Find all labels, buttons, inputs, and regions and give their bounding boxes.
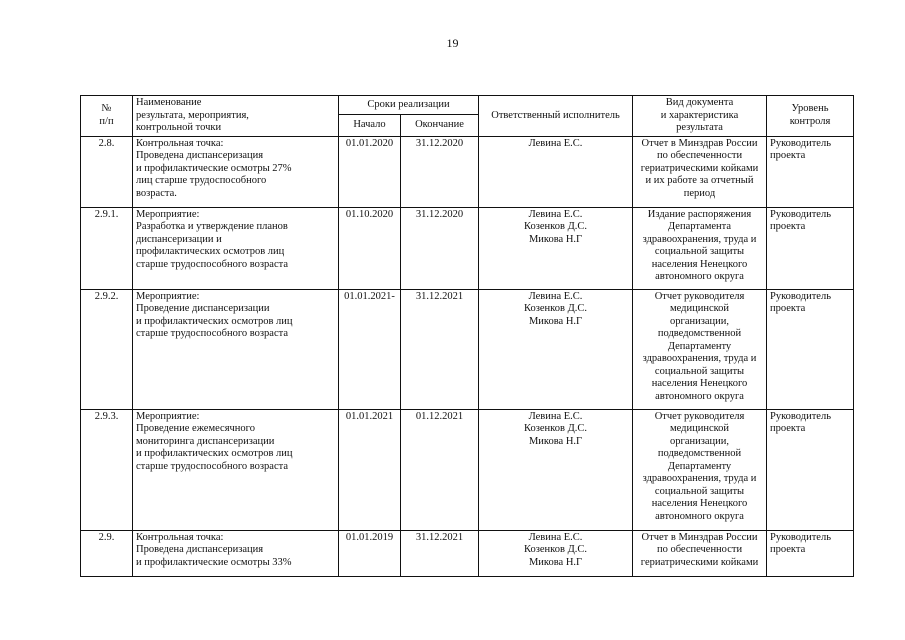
- row-level: Руководитель проекта: [767, 136, 854, 207]
- row-responsible: Левина Е.С. Козенков Д.С. Микова Н.Г: [479, 207, 633, 289]
- row-start: 01.01.2021-: [339, 289, 401, 409]
- row-name: Мероприятие: Проведение диспансеризации и профилактических осмотров лиц старше трудоспособного возраста: [133, 289, 339, 409]
- table-row: [81, 289, 854, 409]
- row-end: 31.12.2020: [401, 207, 479, 289]
- row-doc: Отчет руководителя медицинской организации, подведомственной Департаменту здравоохранения, труда и социальной защиты населения Ненецкого автономного округа: [633, 409, 767, 530]
- row-start: 01.01.2020: [339, 136, 401, 207]
- header-responsible: Ответственный исполнитель: [479, 96, 633, 137]
- row-name: Мероприятие: Проведение ежемесячного мониторинга диспансеризации и профилактических осмотров лиц старше трудоспособного возраста: [133, 409, 339, 530]
- row-doc: Отчет в Минздрав России по обеспеченности гериатрическими койками и их работе за отчетный период: [633, 136, 767, 207]
- row-num: 2.8.: [81, 136, 133, 207]
- row-responsible: Левина Е.С.: [479, 136, 633, 207]
- row-num: 2.9.: [81, 530, 133, 576]
- header-doc: Вид документа и характеристика результата: [633, 96, 767, 137]
- row-responsible: Левина Е.С. Козенков Д.С. Микова Н.Г: [479, 289, 633, 409]
- header-name: Наименование результата, мероприятия, контрольной точки: [133, 96, 339, 137]
- row-end: 01.12.2021: [401, 409, 479, 530]
- row-end: 31.12.2021: [401, 289, 479, 409]
- row-name: Контрольная точка: Проведена диспансеризация и профилактические осмотры 27% лиц старше трудоспособного возраста.: [133, 136, 339, 207]
- row-end: 31.12.2021: [401, 530, 479, 576]
- row-level: Руководитель проекта: [767, 207, 854, 289]
- row-num: 2.9.2.: [81, 289, 133, 409]
- row-level: Руководитель проекта: [767, 289, 854, 409]
- row-doc: Издание распоряжения Департамента здравоохранения, труда и социальной защиты населения Ненецкого автономного округа: [633, 207, 767, 289]
- header-level: Уровень контроля: [767, 96, 854, 137]
- row-num: 2.9.1.: [81, 207, 133, 289]
- row-name: Контрольная точка: Проведена диспансеризация и профилактические осмотры 33%: [133, 530, 339, 576]
- project-plan-table: [80, 95, 854, 577]
- row-end: 31.12.2020: [401, 136, 479, 207]
- row-start: 01.10.2020: [339, 207, 401, 289]
- row-level: Руководитель проекта: [767, 409, 854, 530]
- row-doc: Отчет в Минздрав России по обеспеченности гериатрическими койками: [633, 530, 767, 576]
- header-terms: Сроки реализации: [339, 96, 479, 115]
- row-responsible: Левина Е.С. Козенков Д.С. Микова Н.Г: [479, 409, 633, 530]
- row-level: Руководитель проекта: [767, 530, 854, 576]
- row-start: 01.01.2021: [339, 409, 401, 530]
- table-row: [81, 409, 854, 530]
- row-doc: Отчет руководителя медицинской организации, подведомственной Департаменту здравоохранения, труда и социальной защиты населения Ненецкого автономного округа: [633, 289, 767, 409]
- header-start: Начало: [339, 115, 401, 136]
- row-name: Мероприятие: Разработка и утверждение планов диспансеризации и профилактических осмотров лиц старше трудоспособного возраста: [133, 207, 339, 289]
- header-end: Окончание: [401, 115, 479, 136]
- row-start: 01.01.2019: [339, 530, 401, 576]
- header-num: № п/п: [81, 96, 133, 137]
- row-num: 2.9.3.: [81, 409, 133, 530]
- table-header: [81, 96, 854, 137]
- table-row: [81, 136, 854, 207]
- page-number: 19: [446, 36, 459, 50]
- row-responsible: Левина Е.С. Козенков Д.С. Микова Н.Г: [479, 530, 633, 576]
- table-row: [81, 530, 854, 576]
- table-row: [81, 207, 854, 289]
